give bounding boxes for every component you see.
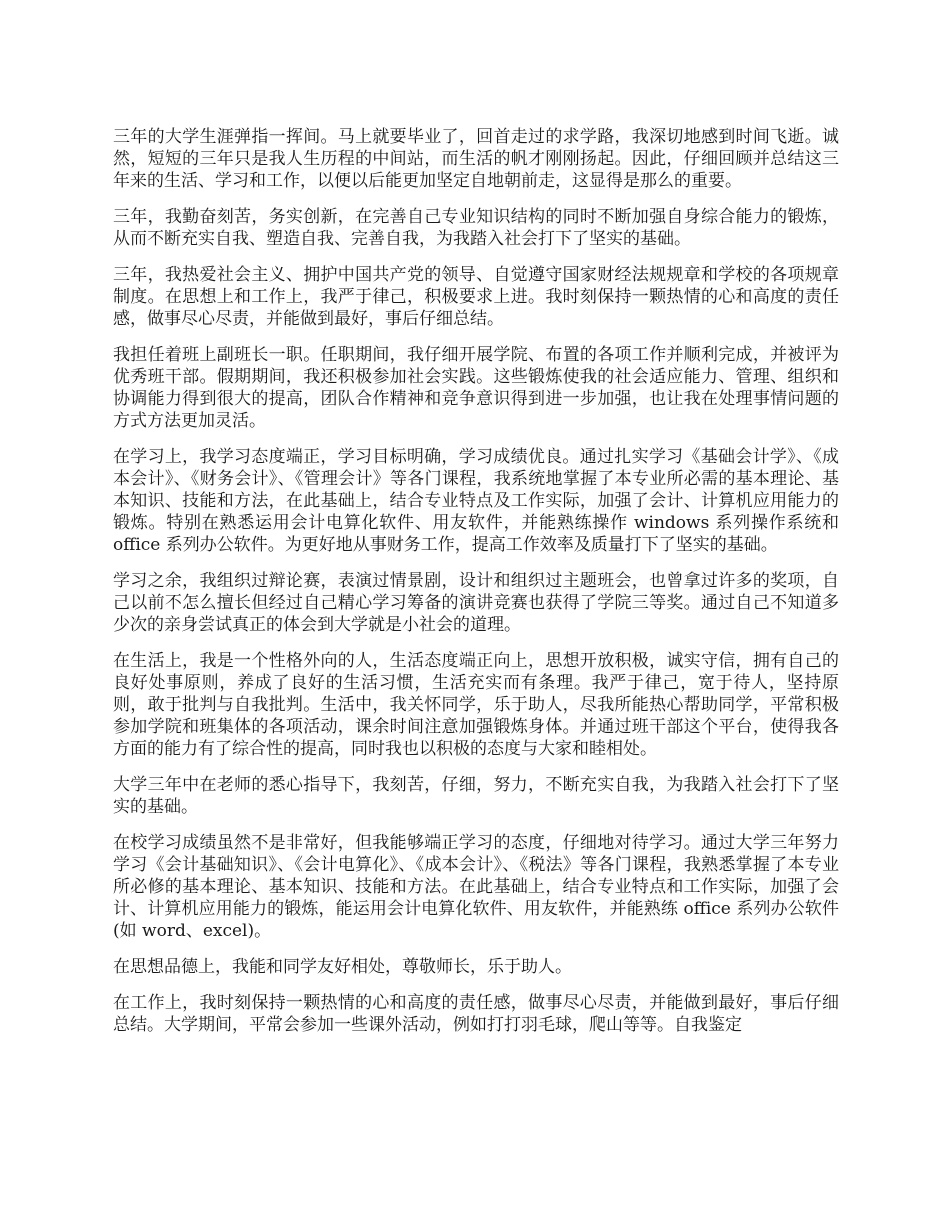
document-page bbox=[113, 126, 839, 1050]
paragraph-grades: 在校学习成绩虽然不是非常好，但我能够端正学习的态度，仔细地对待学习。通过大学三年努力学习《会计基础知识》、《会计电算化》、《成本会计》、《税法》等各门课程，我熟悉掌握了本专业所必修的基本理论、基本知识、技能和方法。在此基础上，结合专业特点和工作实际，加强了会计、计算机应用能力的锻炼，能运用会计电算化软件、用友软件，并能熟练 office 系列办公软件(如 word、excel)。 bbox=[113, 833, 839, 941]
paragraph-intro: 三年的大学生涯弹指一挥间。马上就要毕业了，回首走过的求学路，我深切地感到时间飞逝。诚然，短短的三年只是我人生历程的中间站，而生活的帆才刚刚扬起。因此，仔细回顾并总结这三年来的生活、学习和工作，以便以后能更加坚定自地朝前走，这显得是那么的重要。 bbox=[113, 127, 839, 191]
paragraph-guidance: 大学三年中在老师的悉心指导下，我刻苦，仔细，努力，不断充实自我，为我踏入社会打下了坚实的基础。 bbox=[113, 775, 839, 817]
paragraph-class-monitor: 我担任着班上副班长一职。任职期间，我仔细开展学院、布置的各项工作并顺利完成，并被评为优秀班干部。假期期间，我还积极参加社会实践。这些锻炼使我的社会适应能力、管理、组织和协调能力得到很大的提高，团队合作精神和竞争意识得到进一步加强，也让我在处理事情问题的方式方法更加灵活。 bbox=[113, 345, 839, 431]
paragraph-diligence: 三年，我勤奋刻苦，务实创新，在完善自己专业知识结构的同时不断加强自身综合能力的锻炼，从而不断充实自我、塑造自我、完善自我，为我踏入社会打下了坚实的基础。 bbox=[113, 207, 839, 249]
paragraph-activities: 学习之余，我组织过辩论赛，表演过情景剧，设计和组织过主题班会，也曾拿过许多的奖项，自己以前不怎么擅长但经过自己精心学习筹备的演讲竞赛也获得了学院三等奖。通过自己不知道多少次的亲身尝试真正的体会到大学就是小社会的道理。 bbox=[113, 571, 839, 635]
paragraph-morality: 在思想品德上，我能和同学友好相处，尊敬师长，乐于助人。 bbox=[113, 957, 572, 977]
paragraph-life: 在生活上，我是一个性格外向的人，生活态度端正向上，思想开放积极，诚实守信，拥有自己的良好处事原则，养成了良好的生活习惯，生活充实而有条理。我严于律己，宽于待人，坚持原则，敢于批判与自我批判。生活中，我关怀同学，乐于助人，尽我所能热心帮助同学，平常积极参加学院和班集体的各项活动，课余时间注意加强锻炼身体。并通过班干部这个平台，使得我各方面的能力有了综合性的提高，同时我也以积极的态度与大家和睦相处。 bbox=[113, 651, 839, 759]
paragraph-study: 在学习上，我学习态度端正，学习目标明确，学习成绩优良。通过扎实学习《基础会计学》、《成本会计》、《财务会计》、《管理会计》等各门课程，我系统地掌握了本专业所必需的基本理论、基本知识、技能和方法，在此基础上，结合专业特点及工作实际，加强了会计、计算机应用能力的锻炼。特别在熟悉运用会计电算化软件、用友软件，并能熟练操作 windows 系列操作系统和 office 系列办公软件。为更好地从事财务工作，提高工作效率及质量打下了坚实的基础。 bbox=[113, 447, 839, 555]
paragraph-politics: 三年，我热爱社会主义、拥护中国共产党的领导、自觉遵守国家财经法规规章和学校的各项规章制度。在思想上和工作上，我严于律己，积极要求上进。我时刻保持一颗热情的心和高度的责任感，做事尽心尽责，并能做到最好，事后仔细总结。 bbox=[113, 265, 839, 329]
paragraph-work: 在工作上，我时刻保持一颗热情的心和高度的责任感，做事尽心尽责，并能做到最好，事后仔细总结。大学期间，平常会参加一些课外活动，例如打打羽毛球，爬山等等。自我鉴定 bbox=[113, 993, 839, 1035]
